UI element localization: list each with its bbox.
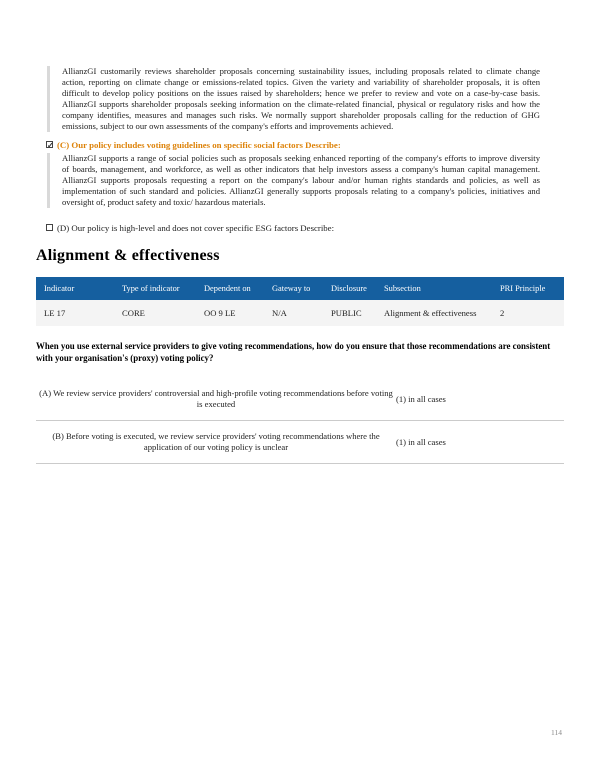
option-c-label: (C) Our policy includes voting guidelines on specific social factors Describe: <box>57 140 341 150</box>
header-subsection: Subsection <box>376 277 492 300</box>
cell-gateway-to: N/A <box>264 300 323 326</box>
header-disclosure: Disclosure <box>323 277 376 300</box>
indicator-table <box>36 277 564 326</box>
option-c-description <box>47 153 540 208</box>
section-title: Alignment & effectiveness <box>36 247 220 264</box>
question-text: When you use external service providers to give voting recommendations, how do you ensure that those recommendations are consistent with your organisation's (proxy) voting policy? <box>36 341 551 363</box>
cell-dependent-on: OO 9 LE <box>196 300 264 326</box>
header-pri-principle: PRI Principle <box>492 277 564 300</box>
cell-pri-principle: 2 <box>492 300 564 326</box>
page-number: 114 <box>551 728 562 737</box>
describe-paragraph-top <box>47 66 540 132</box>
cell-subsection: Alignment & effectiveness <box>376 300 492 326</box>
answer-row-b <box>36 421 564 464</box>
option-c-description-text: AllianzGI supports a range of social policies such as proposals seeking enhanced reporting of the company's efforts to improve diversity of boards, management, and workforce, as well as other indicators that help investors assess a company's human capital management. AllianzGI supports proposals requesting a report on the company's labour and/or human rights standards and policies, as well as implementation of such standard and policies. AllianzGI generally supports proposals relating to a company's policies, initiatives and oversight of, product safety and toxic/ hazardous materials. <box>62 153 540 207</box>
cell-indicator: LE 17 <box>36 300 114 326</box>
answer-a-label: (A) We review service providers' controversial and high-profile voting recommendations before voting is executed <box>36 378 396 421</box>
option-d-label: (D) Our policy is high-level and does not cover specific ESG factors Describe: <box>57 223 335 233</box>
option-d-line <box>46 223 564 234</box>
cell-type-of-indicator: CORE <box>114 300 196 326</box>
describe-paragraph-top-text: AllianzGI customarily reviews shareholder proposals concerning sustainability issues, including proposals related to climate change action, reporting on climate change or emissions-related topics. Given the variety and variability of shareholder proposals, it is often difficult to develop policy positions on the issues raised by shareholders; hence we prefer to review and vote on a case-by-case basis. AllianzGI supports shareholder proposals seeking information on the climate-related financial, physical or regulatory risks and how the company identifies, measures and manages such risks. We normally support shareholder proposals calling for the reduction of GHG emissions, subject to our own assessments of the company's efforts and improvements achieved. <box>62 66 540 131</box>
checked-checkbox-icon <box>46 141 53 148</box>
answer-b-value: (1) in all cases <box>396 421 564 464</box>
header-indicator: Indicator <box>36 277 114 300</box>
answer-row-a <box>36 378 564 421</box>
unchecked-checkbox-icon <box>46 224 53 231</box>
indicator-table-header-row <box>36 277 564 300</box>
header-gateway-to: Gateway to <box>264 277 323 300</box>
indicator-table-row <box>36 300 564 326</box>
option-c-line <box>46 140 564 151</box>
header-dependent-on: Dependent on <box>196 277 264 300</box>
cell-disclosure: PUBLIC <box>323 300 376 326</box>
answers-table <box>36 378 564 464</box>
answer-a-value: (1) in all cases <box>396 378 564 421</box>
header-type-of-indicator: Type of indicator <box>114 277 196 300</box>
answer-b-label: (B) Before voting is executed, we review service providers' voting recommendations where the application of our voting policy is unclear <box>36 421 396 464</box>
